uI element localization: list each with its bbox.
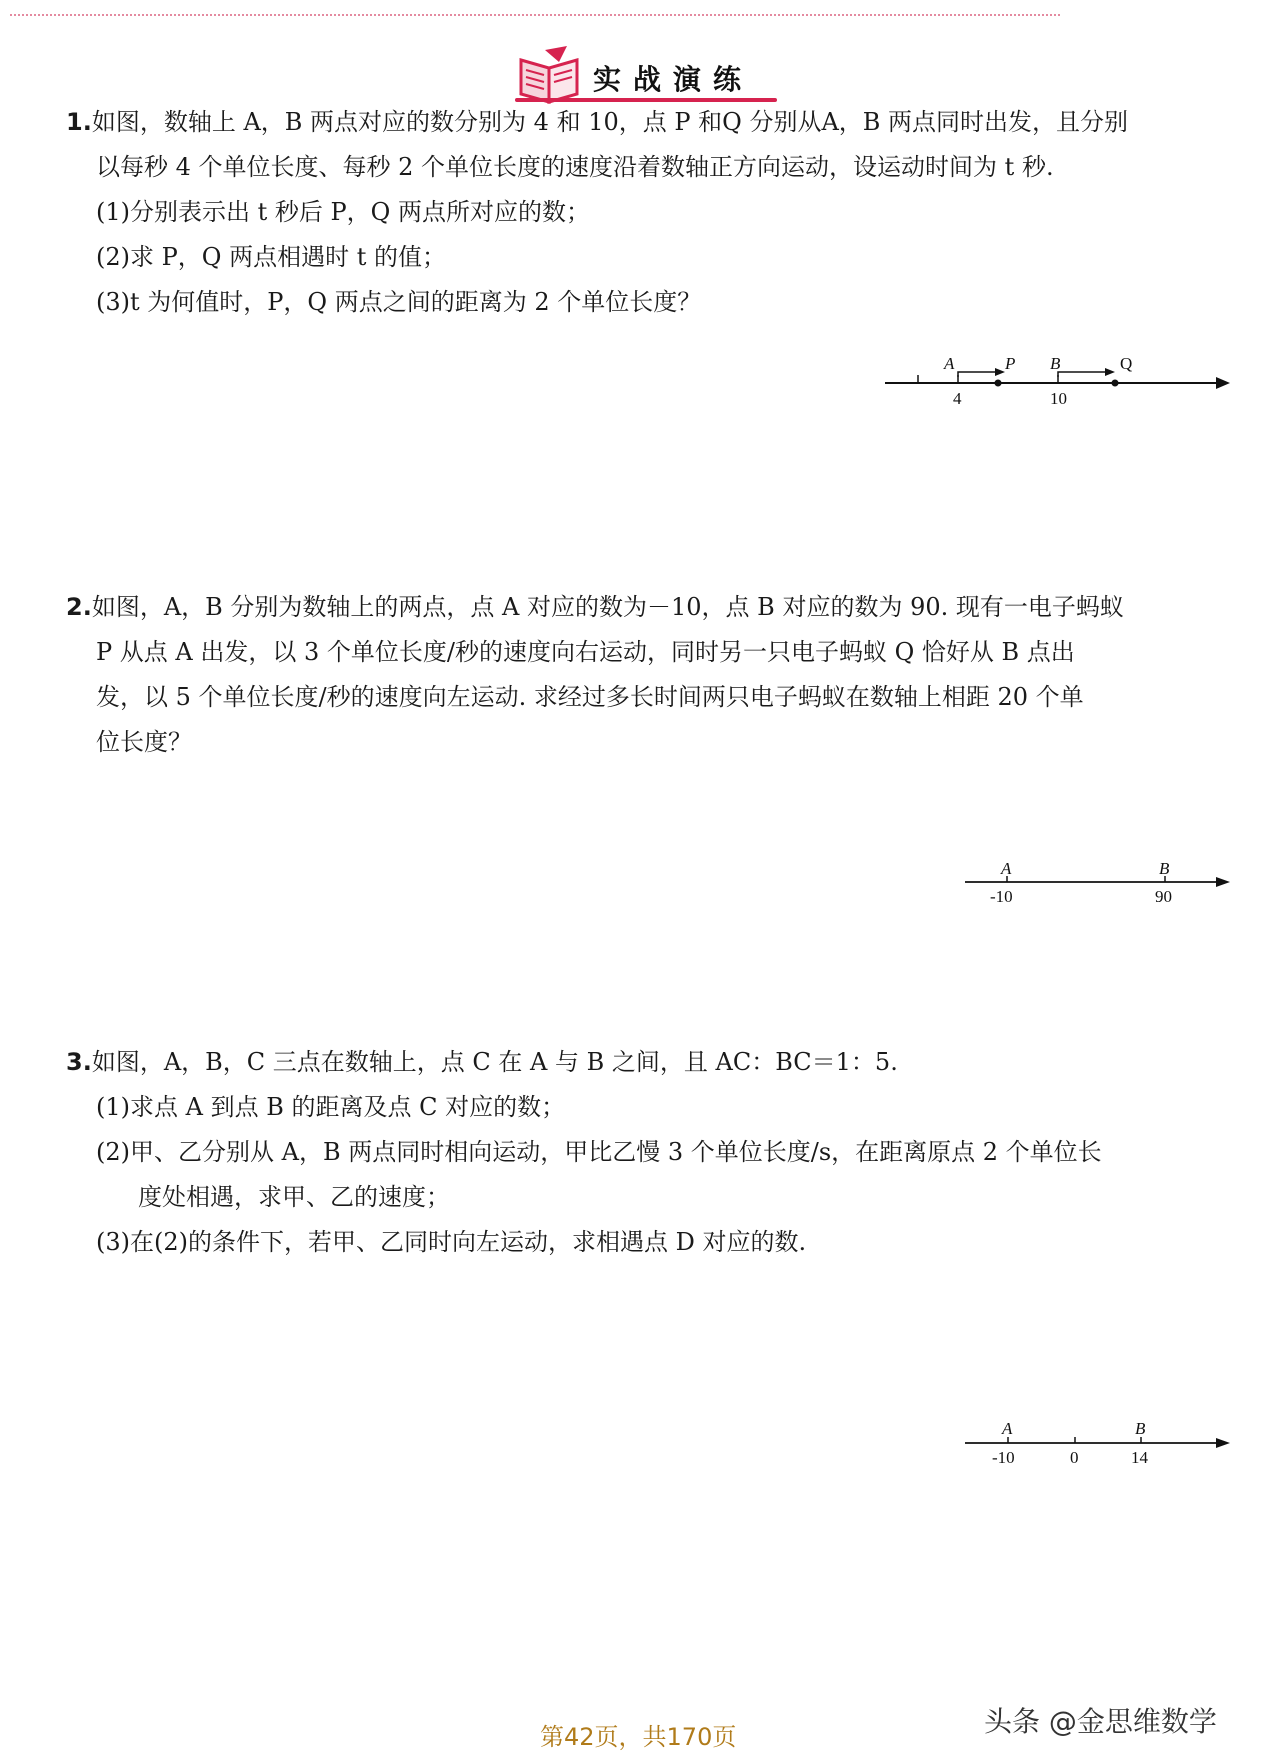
sub-question-1: (1)分别表示出 t 秒后 P，Q 两点所对应的数； <box>96 198 590 226</box>
tick-label: 4 <box>953 389 962 408</box>
axis-arrow <box>1216 377 1230 389</box>
tick-label: -10 <box>990 887 1013 906</box>
tick-label: -10 <box>992 1448 1015 1467</box>
number-line-figure-3 <box>965 1418 1230 1470</box>
problem-2 <box>66 585 1236 765</box>
problem-number: 1. <box>66 108 92 136</box>
sub-question-3: (3)在(2)的条件下，若甲、乙同时向左运动，求相遇点 D 对应的数. <box>96 1228 807 1256</box>
label-q: Q <box>1120 355 1133 373</box>
problem-text-line: 如图，A，B 分别为数轴上的两点，点 A 对应的数为－10，点 B 对应的数为 90. 现有一电子蚂蚁 <box>91 593 1124 621</box>
problem-1 <box>66 100 1236 325</box>
problem-3 <box>66 1040 1236 1265</box>
point-q-dot <box>1112 380 1119 387</box>
label-a: A <box>944 355 955 373</box>
motion-arrowhead-q <box>1105 368 1115 376</box>
sub-question-2: (2)求 P，Q 两点相遇时 t 的值； <box>96 243 446 271</box>
axis-arrow <box>1216 1438 1230 1448</box>
problem-text-line: 以每秒 4 个单位长度、每秒 2 个单位长度的速度沿着数轴正方向运动，设运动时间为 t 秒. <box>96 153 1054 181</box>
point-p-dot <box>995 380 1002 387</box>
section-header <box>515 46 785 106</box>
problem-text-line: 如图，数轴上 A，B 两点对应的数分别为 4 和 10，点 P 和Q 分别从A，B 两点同时出发，且分别 <box>91 108 1129 136</box>
label-p: P <box>1005 355 1016 373</box>
label-b: B <box>1050 355 1061 373</box>
problem-text-line: 发，以 5 个单位长度/秒的速度向左运动. 求经过多长时间两只电子蚂蚁在数轴上相距 20 个单 <box>96 683 1084 711</box>
label-a: A <box>1001 859 1012 878</box>
number-line-figure-2 <box>965 858 1230 908</box>
problem-text-line: 位长度？ <box>96 728 192 756</box>
tick-label: 10 <box>1050 389 1067 408</box>
sub-question-2: (2)甲、乙分别从 A，B 两点同时相向运动，甲比乙慢 3 个单位长度/s，在距离原点 2 个单位长 <box>96 1138 1102 1166</box>
problem-number: 2. <box>66 593 92 621</box>
sub-question-1: (1)求点 A 到点 B 的距离及点 C 对应的数； <box>96 1093 566 1121</box>
motion-arrow-q <box>1058 372 1108 377</box>
axis-arrow <box>1216 877 1230 887</box>
number-line-figure-1 <box>885 355 1230 410</box>
problem-text-line: 如图，A，B，C 三点在数轴上，点 C 在 A 与 B 之间，且 AC：BC＝1：5. <box>91 1048 898 1076</box>
label-b: B <box>1159 859 1170 878</box>
motion-arrow-p <box>958 372 998 377</box>
sub-question-2-cont: 度处相遇，求甲、乙的速度； <box>138 1183 450 1211</box>
tick-label: 0 <box>1070 1448 1079 1467</box>
tick-label: 14 <box>1131 1448 1148 1467</box>
book-icon <box>515 46 585 106</box>
label-a: A <box>1002 1419 1013 1438</box>
problem-number: 3. <box>66 1048 92 1076</box>
motion-arrowhead-p <box>995 368 1005 376</box>
tick-label: 90 <box>1155 887 1172 906</box>
problem-text-line: P 从点 A 出发，以 3 个单位长度/秒的速度向右运动，同时另一只电子蚂蚁 Q 恰好从 B 点出 <box>96 638 1075 666</box>
page-counter: 第42页，共170页 <box>540 1723 737 1751</box>
watermark: 头条 @金思维数学 <box>984 1705 1217 1738</box>
label-b: B <box>1135 1419 1146 1438</box>
section-title: 实战演练 <box>593 63 754 96</box>
top-dotted-rule <box>10 14 1060 16</box>
sub-question-3: (3)t 为何值时，P，Q 两点之间的距离为 2 个单位长度？ <box>96 288 702 316</box>
